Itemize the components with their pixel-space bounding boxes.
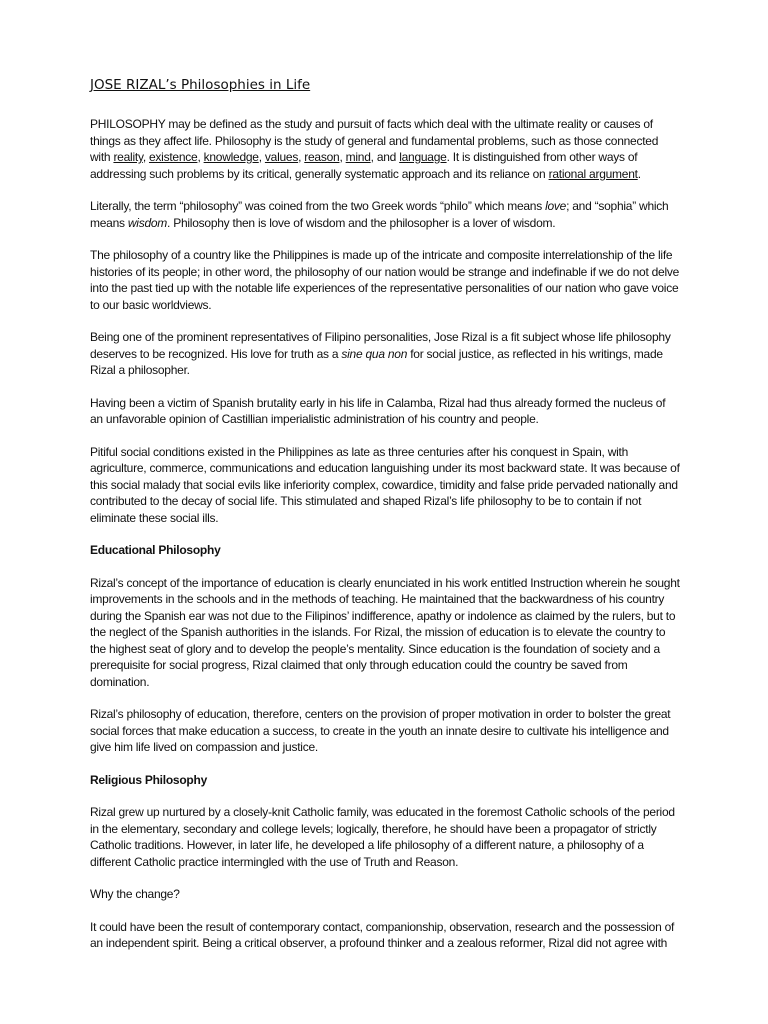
word-wisdom: wisdom bbox=[127, 215, 168, 230]
calamba-paragraph: Having been a victim of Spanish brutality early in his life in Calamba, Rizal had thus already formed the nucleus of an unfavorable opinion of Castillian imperialistic administration of his country and people. bbox=[90, 395, 666, 426]
phrase-sine-qua-non: sine qua non bbox=[341, 346, 408, 361]
term-mind: mind bbox=[345, 150, 371, 164]
term-knowledge: knowledge bbox=[203, 150, 259, 164]
etymology-paragraph: Literally, the term “philosophy” was coined from the two Greek words “philo” which means love; and “sophia” which means wisdom. Philosophy then is love of wisdom and the philosopher is a lover of wisdom. bbox=[90, 199, 669, 230]
term-language: language bbox=[399, 150, 447, 164]
intro-text-mid: . It is distinguished from other ways of addressing such problems by its critical, generally systematic approach and its reliance on bbox=[90, 150, 638, 181]
religious-philosophy-heading: Religious Philosophy bbox=[90, 772, 208, 787]
educational-paragraph-1: Rizal’s concept of the importance of education is clearly enunciated in his work entitled Instruction wherein he sought improvements in the schools and in the methods of teaching. He maintained that the backwardness of his country during the Spanish ear was not due to the Filipinos’ indifference, apathy or indolence as claimed by the rulers, but to the neglect of the Spanish authorities in the islands. For Rizal, the mission of education is to elevate the country to the highest seat of glory and to develop the people’s mentality. Since education is the foundation of society and a prerequisite for social progress, Rizal claimed that only through education could the country be saved from domination. bbox=[90, 575, 680, 689]
educational-philosophy-heading: Educational Philosophy bbox=[90, 543, 221, 557]
word-love: love bbox=[545, 199, 567, 213]
social-conditions-paragraph: Pitiful social conditions existed in the Philippines as late as three centuries after his conquest in Spain, with agriculture, commerce, communications and education languishing under its most backward state. It was because of this social malady that social evils like inferiority complex, cowardice, timidity and false pride pervaded nationally and contributed to the decay of social life. This stimulated and shaped Rizal’s life philosophy to be to contain if not eliminate these social ills. bbox=[90, 444, 680, 525]
intro-paragraph: PHILOSOPHY may be defined as the study and pursuit of facts which deal with the ultimate reality or causes of things as they affect life. Philosophy is the study of general and fundamental problems, such as those connected with reality, existence, knowledge, values, reason, mind, and language. It is distinguished from other ways of addressing such problems by its critical, generally systematic approach and its reliance on rational argument. bbox=[90, 117, 659, 181]
term-existence: existence bbox=[148, 150, 198, 164]
term-reality: reality bbox=[113, 150, 143, 164]
educational-paragraph-2: Rizal’s philosophy of education, therefore, centers on the provision of proper motivation in order to bolster the great social forces that make education a success, to create in the youth an innate desire to cultivate his intelligence and give him life lived on compassion and justice. bbox=[90, 707, 671, 754]
rizal-representative-paragraph: Being one of the prominent representatives of Filipino personalities, Jose Rizal is a fit subject whose life philosophy deserves to be recognized. His love for truth as a sine qua non for social justice, as reflected in his writings, made Rizal a philosopher. bbox=[90, 330, 671, 377]
religious-paragraph-1: Rizal grew up nurtured by a closely-knit Catholic family, was educated in the foremost Catholic schools of the period in the elementary, secondary and college levels; logically, therefore, he should have been a propagator of strictly Catholic traditions. However, in later life, he developed a life philosophy of a different nature, a philosophy of a different Catholic practice intermingled with the use of Truth and Reason. bbox=[90, 805, 675, 869]
religious-paragraph-3: It could have been the result of contemporary contact, companionship, observation, research and the possession of an independent spirit. Being a critical observer, a profound thinker and a zealous reformer, Rizal did not agree with bbox=[90, 919, 675, 950]
country-philosophy-paragraph: The philosophy of a country like the Philippines is made up of the intricate and composite interrelationship of the life histories of its people; in other word, the philosophy of our nation would be strange and indefinable if we do not delve into the past tied up with the notable life experiences of the representative personalities of our nation who gave voice to our basic worldviews. bbox=[90, 248, 680, 312]
term-rational-argument: rational argument bbox=[548, 166, 638, 181]
religious-question: Why the change? bbox=[90, 887, 180, 901]
term-reason: reason bbox=[304, 150, 340, 164]
term-values: values bbox=[264, 150, 299, 164]
intro-text-start: PHILOSOPHY may be defined as the study and pursuit of facts which deal with the ultimate reality or causes of things as they affect life. Philosophy is the study of general and fundamental problems, such as those connected with bbox=[90, 117, 659, 164]
document-title: JOSE RIZAL’s Philosophies in Life bbox=[90, 77, 311, 93]
